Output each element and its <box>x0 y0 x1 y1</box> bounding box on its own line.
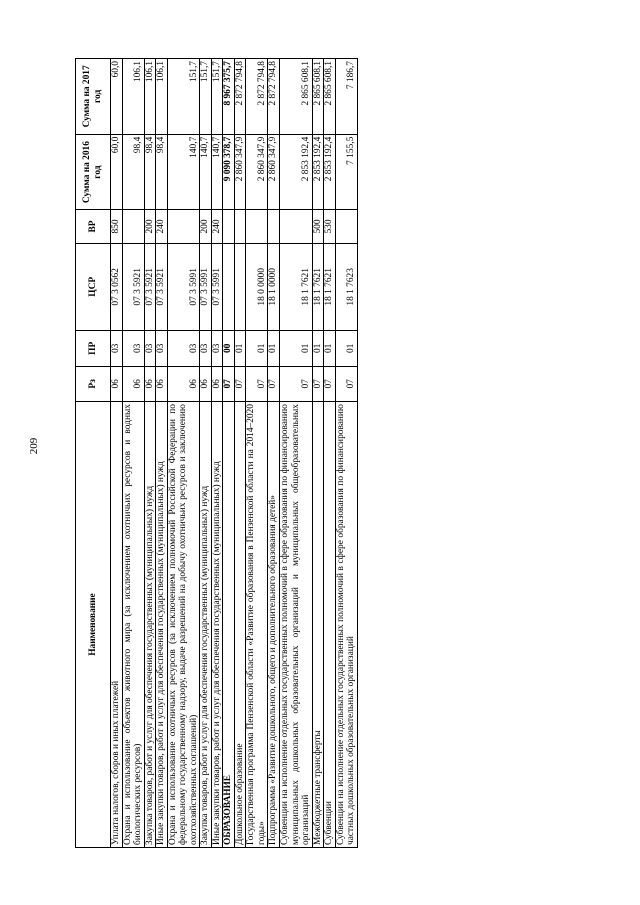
cell-pr: 01 <box>335 331 357 366</box>
cell-rz: 07 <box>246 366 268 401</box>
cell-sum-2016: 140,7 <box>200 134 212 210</box>
cell-sum-2017: 60,0 <box>111 59 123 135</box>
cell-pr: 03 <box>144 331 156 366</box>
cell-csr: 18 1 7621 <box>324 243 336 331</box>
cell-csr: 07 3 0562 <box>111 243 123 331</box>
cell-sum-2017: 7 186,7 <box>335 59 357 135</box>
cell-pr: 03 <box>167 331 200 366</box>
cell-rz: 06 <box>144 366 156 401</box>
cell-pr: 03 <box>200 331 212 366</box>
header-vr: ВР <box>76 210 111 243</box>
cell-sum-2016: 2 860 347,9 <box>268 134 280 210</box>
cell-pr: 01 <box>279 331 312 366</box>
cell-sum-2017: 151,7 <box>167 59 200 135</box>
cell-vr <box>335 210 357 243</box>
cell-sum-2017: 2 865 608,1 <box>324 59 336 135</box>
cell-csr: 18 1 7621 <box>312 243 324 331</box>
cell-name: Межбюджетные трансферты <box>312 402 324 848</box>
cell-vr: 850 <box>111 210 123 243</box>
cell-vr <box>167 210 200 243</box>
cell-sum-2017: 106,1 <box>144 59 156 135</box>
cell-sum-2017: 2 872 794,8 <box>268 59 280 135</box>
cell-name: ОБРАЗОВАНИЕ <box>223 402 235 848</box>
cell-rz: 06 <box>200 366 212 401</box>
cell-rz: 07 <box>223 366 235 401</box>
cell-pr: 03 <box>122 331 144 366</box>
cell-vr <box>234 210 246 243</box>
table-row <box>111 59 123 848</box>
table-row <box>335 59 357 848</box>
cell-vr <box>279 210 312 243</box>
cell-sum-2016: 140,7 <box>211 134 223 210</box>
cell-name: Субвенции на исполнение отдельных государственных полномочий в сфере образования по финансированию муниципальных дошкольных образовательных организаций и муниципальных общеобразовательных организаций <box>279 402 312 848</box>
cell-sum-2016: 9 090 378,7 <box>223 134 235 210</box>
header-sum-2017: Сумма на 2017 год <box>76 59 111 135</box>
cell-rz: 07 <box>335 366 357 401</box>
cell-vr: 530 <box>324 210 336 243</box>
cell-sum-2016: 2 860 347,9 <box>246 134 268 210</box>
cell-vr: 200 <box>144 210 156 243</box>
table-row <box>144 59 156 848</box>
cell-name: Подпрограмма «Развитие дошкольного, общего и дополнительного образования детей» <box>268 402 280 848</box>
cell-sum-2017: 106,1 <box>156 59 168 135</box>
cell-name: Иные закупки товаров, работ и услуг для обеспечения государственных (муниципальных) нужд <box>211 402 223 848</box>
cell-csr <box>234 243 246 331</box>
cell-name: Субвенции на исполнение отдельных государственных полномочий в сфере образования по финансированию частных дошкольных образовательных организаций <box>335 402 357 848</box>
budget-table <box>75 58 358 848</box>
cell-rz: 06 <box>211 366 223 401</box>
cell-rz: 07 <box>324 366 336 401</box>
cell-csr: 07 3 5991 <box>200 243 212 331</box>
table-header-row <box>76 59 111 848</box>
cell-name: Закупка товаров, работ и услуг для обеспечения государственных (муниципальных) нужд <box>200 402 212 848</box>
cell-name: Охрана и использование объектов животного мира (за исключением охотничьих ресурсов и водных биологических ресурсов) <box>122 402 144 848</box>
cell-csr: 07 3 5921 <box>156 243 168 331</box>
cell-sum-2017: 2 865 608,1 <box>312 59 324 135</box>
cell-pr: 00 <box>223 331 235 366</box>
table-row <box>312 59 324 848</box>
table-row <box>122 59 144 848</box>
cell-sum-2016: 98,4 <box>144 134 156 210</box>
cell-sum-2016: 2 853 192,4 <box>279 134 312 210</box>
cell-sum-2016: 98,4 <box>122 134 144 210</box>
table-row <box>279 59 312 848</box>
table-row <box>324 59 336 848</box>
cell-csr: 07 3 5921 <box>122 243 144 331</box>
cell-pr: 01 <box>312 331 324 366</box>
cell-sum-2017: 2 872 794,8 <box>246 59 268 135</box>
cell-rz: 06 <box>111 366 123 401</box>
page-number: 209 <box>28 437 40 455</box>
cell-rz: 06 <box>122 366 144 401</box>
cell-sum-2017: 151,7 <box>211 59 223 135</box>
table-row <box>246 59 268 848</box>
table-row <box>234 59 246 848</box>
cell-sum-2016: 2 853 192,4 <box>324 134 336 210</box>
header-pr: ПР <box>76 331 111 366</box>
cell-sum-2016: 60,0 <box>111 134 123 210</box>
cell-csr <box>223 243 235 331</box>
cell-rz: 06 <box>167 366 200 401</box>
cell-name: Дошкольное образование <box>234 402 246 848</box>
cell-csr: 18 1 0000 <box>268 243 280 331</box>
cell-sum-2017: 8 967 375,7 <box>223 59 235 135</box>
cell-sum-2016: 98,4 <box>156 134 168 210</box>
cell-rz: 07 <box>268 366 280 401</box>
cell-csr: 18 1 7621 <box>279 243 312 331</box>
cell-sum-2016: 7 155,5 <box>335 134 357 210</box>
table-row <box>200 59 212 848</box>
header-rz: Рз <box>76 366 111 401</box>
cell-csr: 07 3 5991 <box>167 243 200 331</box>
header-sum-2016: Сумма на 2016 год <box>76 134 111 210</box>
table-row <box>211 59 223 848</box>
cell-sum-2016: 2 853 192,4 <box>312 134 324 210</box>
cell-name: Охрана и использование охотничьих ресурсов (за исключением полномочий Российской Федерации по федеральному государственному надзору, выдаче разрешений на добычу охотничьих ресурсов и заключению охотхозяйственных соглашений) <box>167 402 200 848</box>
cell-name: Государственная программа Пензенской области «Развитие образования в Пензенской области на 2014–2020 годы» <box>246 402 268 848</box>
cell-csr: 18 0 0000 <box>246 243 268 331</box>
cell-name: Уплата налогов, сборов и иных платежей <box>111 402 123 848</box>
cell-vr: 240 <box>211 210 223 243</box>
cell-vr: 240 <box>156 210 168 243</box>
cell-vr <box>122 210 144 243</box>
cell-pr: 03 <box>156 331 168 366</box>
cell-sum-2016: 140,7 <box>167 134 200 210</box>
cell-vr <box>246 210 268 243</box>
cell-sum-2017: 2 872 794,8 <box>234 59 246 135</box>
cell-pr: 03 <box>211 331 223 366</box>
header-csr: ЦСР <box>76 243 111 331</box>
rotated-table-container <box>75 58 568 848</box>
table-body <box>111 59 358 848</box>
cell-sum-2017: 2 865 608,1 <box>279 59 312 135</box>
cell-pr: 01 <box>268 331 280 366</box>
cell-sum-2017: 151,7 <box>200 59 212 135</box>
table-row <box>268 59 280 848</box>
table-row <box>156 59 168 848</box>
cell-sum-2016: 2 860 347,9 <box>234 134 246 210</box>
cell-csr: 07 3 5921 <box>144 243 156 331</box>
cell-name: Закупка товаров, работ и услуг для обеспечения государственных (муниципальных) нужд <box>144 402 156 848</box>
table-row <box>167 59 200 848</box>
cell-vr: 500 <box>312 210 324 243</box>
cell-csr: 07 3 5991 <box>211 243 223 331</box>
cell-pr: 01 <box>246 331 268 366</box>
cell-name: Субвенции <box>324 402 336 848</box>
cell-vr <box>268 210 280 243</box>
cell-pr: 03 <box>111 331 123 366</box>
table-row <box>223 59 235 848</box>
cell-vr: 200 <box>200 210 212 243</box>
header-name: Наименование <box>76 402 111 848</box>
cell-rz: 06 <box>156 366 168 401</box>
cell-rz: 07 <box>234 366 246 401</box>
cell-rz: 07 <box>312 366 324 401</box>
cell-vr <box>223 210 235 243</box>
cell-csr: 18 1 7623 <box>335 243 357 331</box>
cell-pr: 01 <box>234 331 246 366</box>
cell-pr: 01 <box>324 331 336 366</box>
cell-sum-2017: 106,1 <box>122 59 144 135</box>
cell-rz: 07 <box>279 366 312 401</box>
cell-name: Иные закупки товаров, работ и услуг для обеспечения государственных (муниципальных) нужд <box>156 402 168 848</box>
